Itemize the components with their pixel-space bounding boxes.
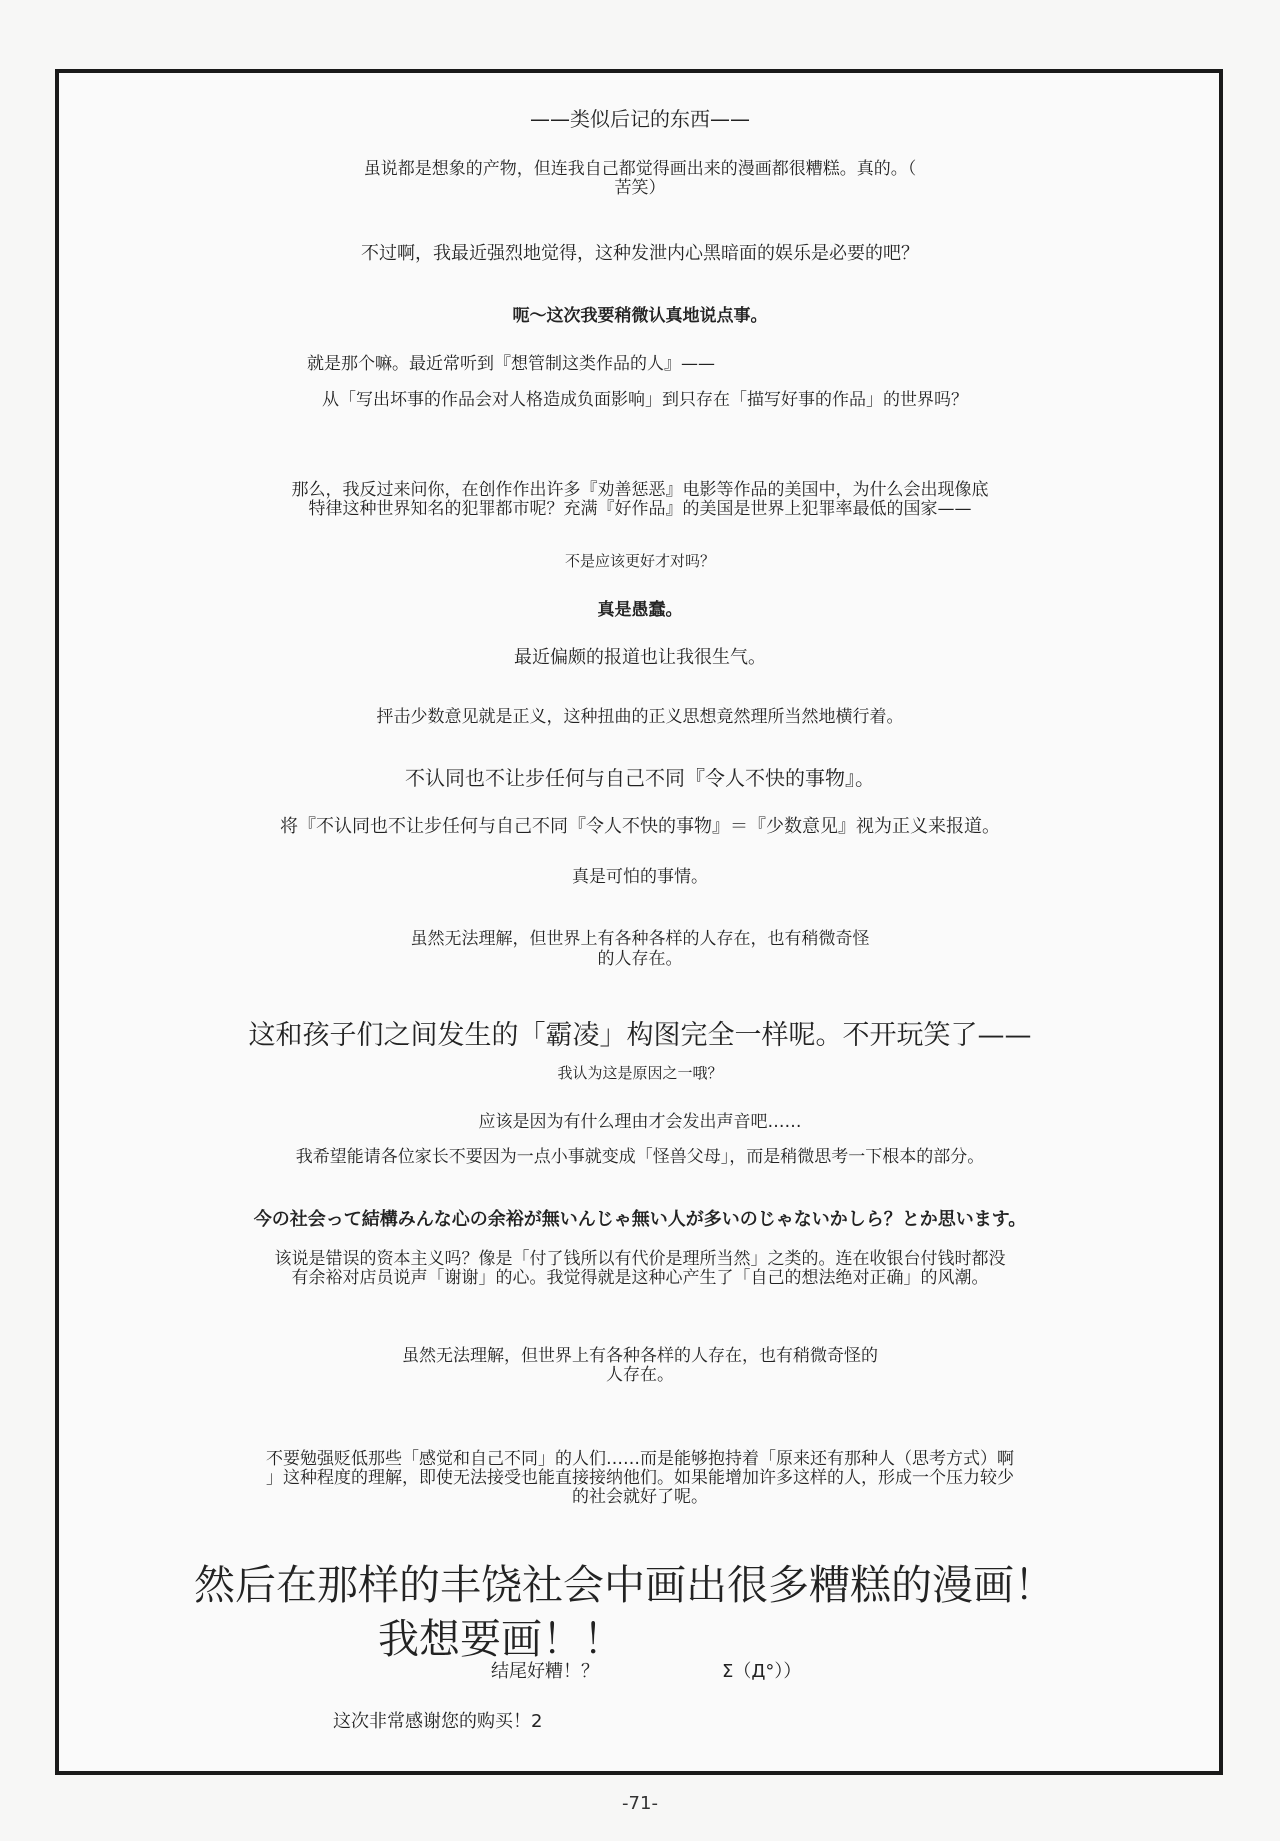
text-line: 那么，我反过来问你，在创作作出许多『劝善惩恶』电影等作品的美国中，为什么会出现像底 [291,480,989,500]
page-number: -71- [622,1793,658,1814]
text-line: 虽然无法理解，但世界上有各种各样的人存在，也有稍微奇怪的 [402,1346,878,1366]
text-line: 有余裕对店员说声「谢谢」的心。我觉得就是这种心产生了「自己的想法绝对正确」的风潮。 [291,1268,989,1288]
text-line: 的人存在。 [597,949,683,969]
text-line: 虽然无法理解，但世界上有各种各样的人存在，也有稍微奇怪 [410,929,870,949]
text-line: 不要勉强贬低那些「感觉和自己不同」的人们……而是能够抱持着「原来还有那种人（思考方式）啊 [266,1449,1014,1469]
text-line: 我认为这是原因之一哦？ [557,1064,723,1082]
text-line: 不过啊，我最近强烈地觉得，这种发泄内心黑暗面的娱乐是必要的吧？ [361,243,919,264]
text-line-large: 这和孩子们之间发生的「霸凌」构图完全一样呢。不开玩笑了—— [248,1020,1032,1051]
text-line: 特律这种世界知名的犯罪都市呢？充满『好作品』的美国是世界上犯罪率最低的国家—— [308,499,972,519]
text-line: 真是可怕的事情。 [572,867,708,887]
text-line: 应该是因为有什么理由才会发出声音吧…… [478,1112,802,1132]
text-line: 」这种程度的理解，即使无法接受也能直接接纳他们。如果能增加许多这样的人，形成一个压力较少 [266,1468,1014,1488]
text-line: 的社会就好了呢。 [572,1487,708,1507]
text-line: 我希望能请各位家长不要因为一点小事就变成「怪兽父母」，而是稍微思考一下根本的部分。 [295,1147,985,1167]
text-line: 就是那个嘛。最近常听到『想管制这类作品的人』—— [307,354,715,374]
text-line: 将『不认同也不让步任何与自己不同『令人不快的事物』＝『少数意见』视为正义来报道。 [280,816,1000,837]
text-line: 最近偏颇的报道也让我很生气。 [514,647,766,668]
emoticon: Σ（Д°）） [722,1661,802,1682]
text-line: 人存在。 [606,1365,674,1385]
text-line: 结尾好糟！？ [491,1661,599,1682]
text-line: 不是应该更好才对吗？ [564,552,715,570]
text-line: 呃～这次我要稍微认真地说点事。 [512,306,768,326]
text-line: 今の社会って結構みんな心の余裕が無いんじゃ無い人が多いのじゃないかしら？とか思います。 [253,1209,1027,1230]
text-line: 不认同也不让步任何与自己不同『令人不快的事物』。 [405,766,875,790]
text-line: 从「写出坏事的作品会对人格造成负面影响」到只存在「描写好事的作品」的世界吗？ [322,390,968,410]
text-line: 苦笑） [614,178,666,198]
text-line: 真是愚蠢。 [597,600,683,620]
closing-headline: 然后在那样的丰饶社会中画出很多糟糕的漫画！ [194,1561,1055,1609]
afterword-title: ——类似后记的东西—— [530,107,750,131]
closing-headline-2: 我想要画！！ [378,1615,624,1663]
thanks-line: 这次非常感谢您的购买！2 [333,1711,543,1732]
text-line: 抨击少数意见就是正义，这种扭曲的正义思想竟然理所当然地横行着。 [376,707,904,727]
text-line: 该说是错误的资本主义吗？像是「付了钱所以有代价是理所当然」之类的。连在收银台付钱时都没 [274,1249,1006,1269]
text-line: 虽说都是想象的产物，但连我自己都觉得画出来的漫画都很糟糕。真的。（ [363,159,917,179]
